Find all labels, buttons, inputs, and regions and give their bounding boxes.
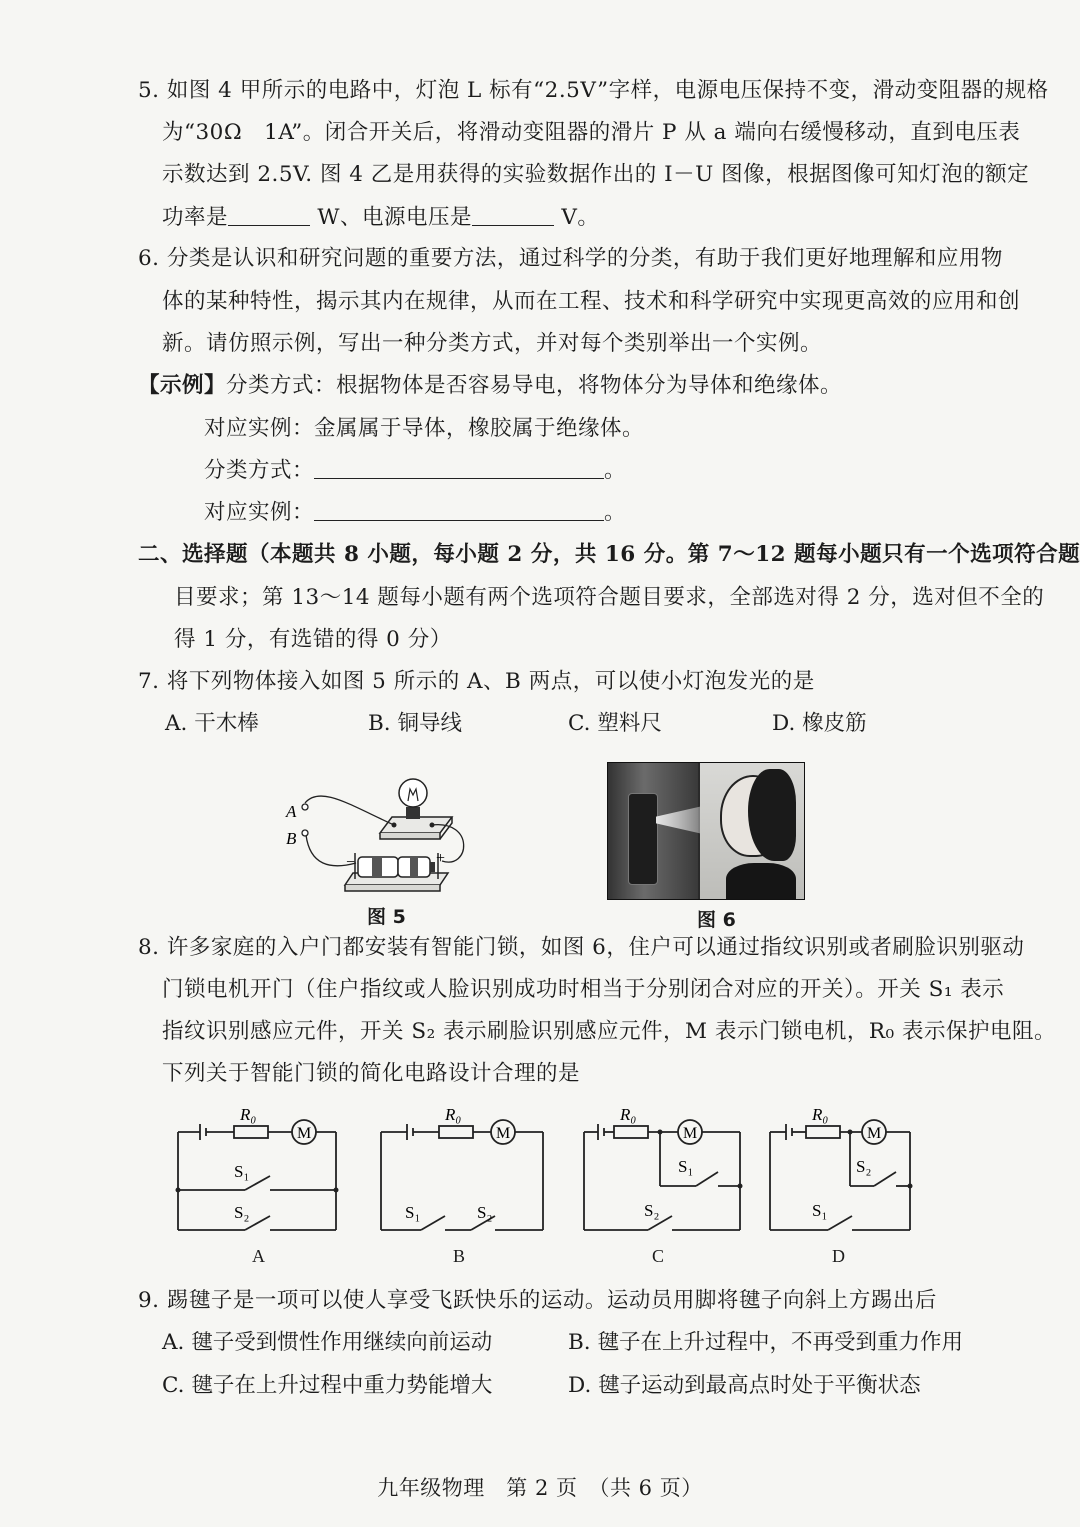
q5-voltage-blank[interactable] [472,203,554,226]
example-tag: 【示例】 [138,373,227,398]
circuit-c-motor: M [683,1125,698,1142]
section2-line-3: 得 1 分，有选错的得 0 分） [174,627,452,652]
q7-option-a[interactable]: A. 干木棒 [165,711,259,736]
q6-fill-line-2 [204,498,626,528]
q5-line-1: 5. 如图 4 甲所示的电路中，灯泡 L 标有“2.5V”字样，电源电压保持不变，滑动变阻器的规格 [138,78,1049,103]
fill-example-label: 对应实例： [204,500,315,525]
q5-line-2: 为“30Ω 1A”。闭合开关后，将滑动变阻器的滑片 P 从 a 端向右缓慢移动，直到电压表 [162,120,1021,145]
circuit-d-s2: S₂ [856,1157,872,1176]
fig5-label-a: A [286,802,297,821]
fig5-minus: − [346,854,356,871]
circuit-a[interactable] [170,1102,350,1242]
circuit-b-s2: S₂ [477,1203,493,1222]
fig5-label-b: B [286,829,297,848]
q6-example-line-1 [138,371,842,401]
fill-end-2: 。 [604,500,627,525]
q5-power-label: 功率是 [162,205,229,230]
person-hair [748,769,796,861]
circuit-c-r0: R₀ [620,1105,637,1124]
q6-fill-line-1 [204,456,626,486]
figure-5-circuit [270,745,480,905]
q6-line-1: 6. 分类是认识和研究问题的重要方法，通过科学的分类，有助于我们更好地理解和应用物 [138,246,1003,271]
circuit-b-r0: R₀ [445,1105,462,1124]
section2-line-1: 二、选择题（本题共 8 小题，每小题 2 分，共 16 分。第 7～12 题每小题只有一个选项符合题 [138,542,1080,567]
q7-stem: 7. 将下列物体接入如图 5 所示的 A、B 两点，可以使小灯泡发光的是 [138,669,815,694]
q9-option-b[interactable]: B. 毽子在上升过程中，不再受到重力作用 [568,1330,963,1355]
section2-line-2: 目要求；第 13～14 题每小题有两个选项符合题目要求，全部选对得 2 分，选对但不全的 [174,585,1045,610]
circuit-a-letter: A [252,1246,265,1266]
circuit-b-letter: B [453,1246,466,1266]
q7-option-d[interactable]: D. 橡皮筋 [772,711,867,736]
q5-unit: V。 [561,205,600,230]
smart-lock-icon [628,793,658,885]
q8-line-4: 下列关于智能门锁的简化电路设计合理的是 [162,1061,581,1086]
q5-line-4 [162,203,599,233]
fig5-plus: + [436,850,446,867]
fill-end-1: 。 [604,458,627,483]
q8-line-3: 指纹识别感应元件，开关 S₂ 表示刷脸识别感应元件，M 表示门锁电机，R₀ 表示保护电阻。 [162,1019,1057,1044]
q6-line-3: 新。请仿照示例，写出一种分类方式，并对每个类别举出一个实例。 [162,331,823,356]
circuit-c[interactable] [578,1102,758,1242]
circuit-b-s1: S₁ [405,1203,421,1222]
q5-power-blank[interactable] [228,203,310,226]
fill-classification-blank[interactable] [314,456,604,479]
q5-voltage-label: W、电源电压是 [317,205,472,230]
q9-option-d[interactable]: D. 毽子运动到最高点时处于平衡状态 [568,1373,921,1398]
circuit-d-s1: S₁ [812,1201,828,1220]
figure-5-label: 图 5 [367,906,406,928]
q5-line-3: 示数达到 2.5V. 图 4 乙是用获得的实验数据作出的 I－U 图像，根据图像可知灯泡的额定 [162,162,1030,187]
q7-option-b[interactable]: B. 铜导线 [368,711,462,736]
circuit-d[interactable] [762,1102,942,1242]
circuit-c-s2: S₂ [644,1201,660,1220]
figure-6-label: 图 6 [697,909,736,931]
circuit-d-motor: M [867,1125,882,1142]
example-text-1: 分类方式：根据物体是否容易导电，将物体分为导体和绝缘体。 [226,373,843,398]
fill-example-blank[interactable] [314,498,604,521]
q7-option-c[interactable]: C. 塑料尺 [568,711,662,736]
figure-6-photo [607,762,805,900]
circuit-d-letter: D [832,1246,845,1266]
q8-line-1: 8. 许多家庭的入户门都安装有智能门锁，如图 6，住户可以通过指纹识别或者刷脸识别驱动 [138,935,1025,960]
circuit-b[interactable] [373,1102,553,1242]
q9-stem: 9. 踢毽子是一项可以使人享受飞跃快乐的运动。运动员用脚将毽子向斜上方踢出后 [138,1288,937,1313]
circuit-b-motor: M [496,1125,511,1142]
page-footer: 九年级物理 第 2 页 （共 6 页） [377,1476,703,1500]
circuit-a-motor: M [297,1125,312,1142]
circuit-a-s1: S₁ [234,1162,250,1181]
q8-line-2: 门锁电机开门（住户指纹或人脸识别成功时相当于分别闭合对应的开关）。开关 S₁ 表示 [162,977,1005,1002]
circuit-c-s1: S₁ [678,1157,694,1176]
q6-example-line-2: 对应实例：金属属于导体，橡胶属于绝缘体。 [204,416,645,441]
circuit-a-s2: S₂ [234,1203,250,1222]
fill-classification-label: 分类方式： [204,458,315,483]
circuit-a-r0: R₀ [240,1105,257,1124]
q6-line-2: 体的某种特性，揭示其内在规律，从而在工程、技术和科学研究中实现更高效的应用和创 [162,289,1021,314]
q9-option-c[interactable]: C. 毽子在上升过程中重力势能增大 [162,1373,493,1398]
circuit-c-letter: C [652,1246,665,1266]
person-body [726,863,796,900]
circuit-d-r0: R₀ [812,1105,829,1124]
q9-option-a[interactable]: A. 毽子受到惯性作用继续向前运动 [162,1330,493,1355]
